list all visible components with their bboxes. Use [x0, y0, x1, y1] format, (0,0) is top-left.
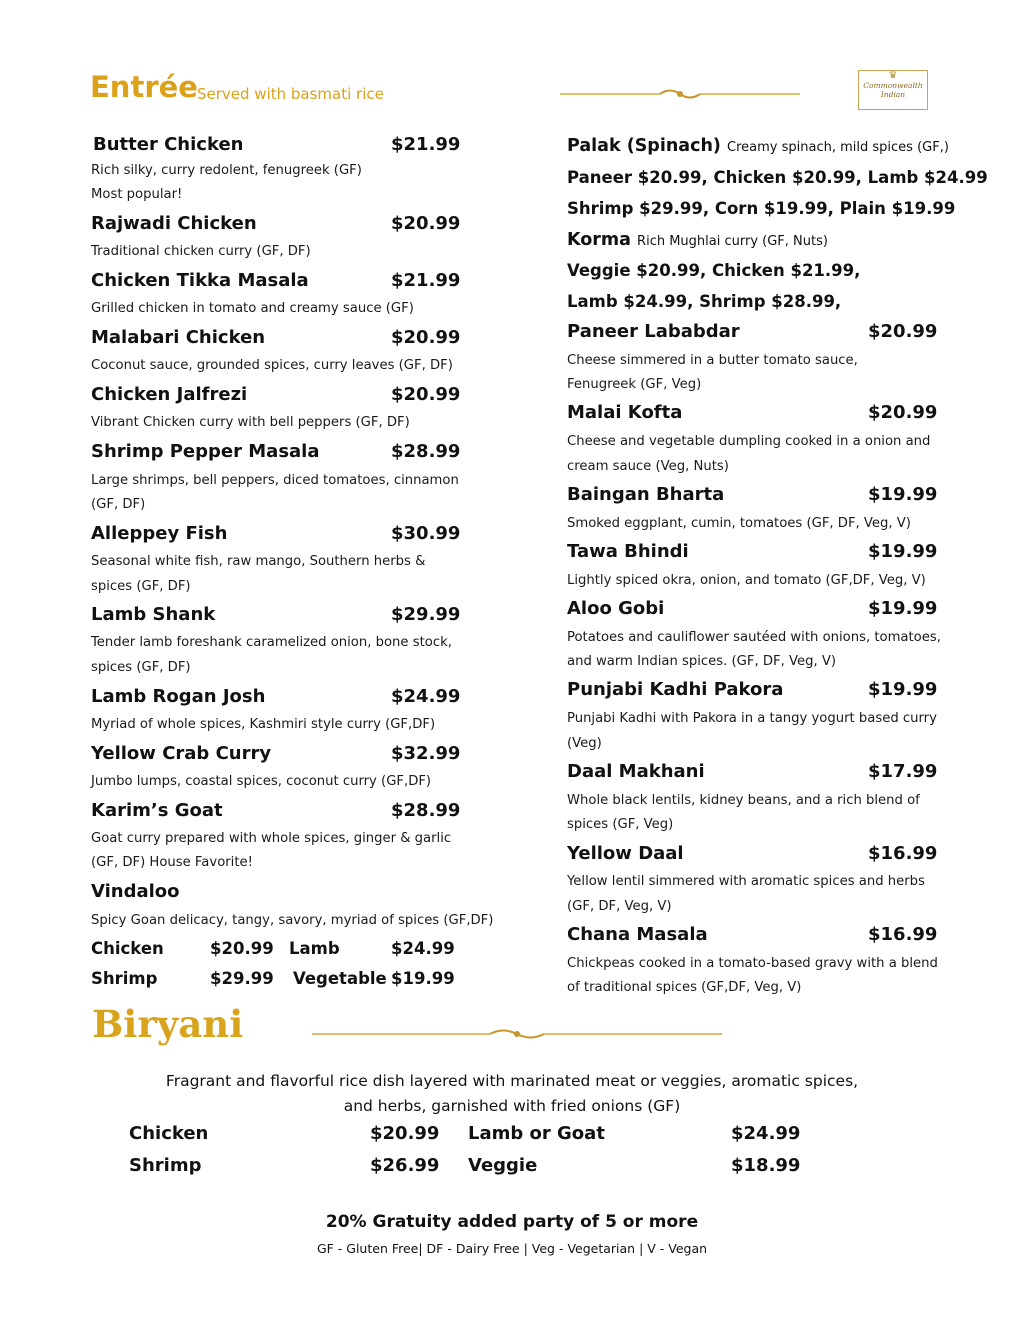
item-karims-goat-name: Karim’s Goat	[91, 800, 223, 821]
palak-prices-1: Paneer $20.99, Chicken $20.99, Lamb $24.99	[567, 168, 988, 187]
item-aloo-gobi-desc-2: and warm Indian spices. (GF, DF, Veg, V)	[567, 654, 837, 669]
header-ornament	[560, 86, 800, 102]
korma-name: Korma	[567, 230, 631, 250]
item-malai-kofta-name: Malai Kofta	[567, 402, 683, 423]
palak-line	[567, 136, 949, 156]
item-alleppey-fish-name: Alleppey Fish	[91, 523, 228, 544]
item-yellow-daal-name: Yellow Daal	[567, 843, 684, 864]
item-lamb-rogan-josh-desc: Myriad of whole spices, Kashmiri style curry (GF,DF)	[91, 717, 436, 732]
biryani-desc-2: and herbs, garnished with fried onions (GF)	[343, 1097, 681, 1115]
korma-prices-2: Lamb $24.99, Shrimp $28.99,	[567, 292, 842, 311]
item-punjabi-kadhi-pakora-name: Punjabi Kadhi Pakora	[567, 679, 784, 700]
item-karims-goat-price: $28.99	[391, 800, 461, 821]
item-yellow-daal-price: $16.99	[868, 843, 938, 864]
vindaloo-lamb-label: Lamb	[289, 939, 340, 958]
item-chana-masala-desc: Chickpeas cooked in a tomato-based gravy with a blend	[567, 956, 938, 971]
item-alleppey-fish-desc: Seasonal white fish, raw mango, Southern herbs &	[91, 554, 426, 569]
gratuity-note: 20% Gratuity added party of 5 or more	[325, 1212, 699, 1232]
korma-desc: Rich Mughlai curry (GF, Nuts)	[637, 234, 828, 249]
item-lamb-shank-price: $29.99	[391, 604, 461, 625]
vindaloo-chicken-label: Chicken	[91, 939, 164, 958]
item-baingan-bharta-name: Baingan Bharta	[567, 484, 725, 505]
item-alleppey-fish-price: $30.99	[391, 523, 461, 544]
vindaloo-lamb-price: $24.99	[391, 939, 455, 958]
item-rajwadi-chicken-desc: Traditional chicken curry (GF, DF)	[91, 244, 311, 259]
item-chicken-tikka-desc: Grilled chicken in tomato and creamy sauce (GF)	[91, 301, 414, 316]
item-shrimp-pepper-masala-desc-2: (GF, DF)	[91, 497, 146, 512]
logo-line-1: Commonwealth	[863, 81, 923, 90]
item-paneer-lababdar-desc: Cheese simmered in a butter tomato sauce,	[567, 353, 858, 368]
item-lamb-shank-name: Lamb Shank	[91, 604, 216, 625]
item-punjabi-kadhi-pakora-desc: Punjabi Kadhi with Pakora in a tangy yogurt based curry	[567, 711, 937, 726]
biryani-veggie-price: $18.99	[731, 1155, 801, 1176]
item-yellow-daal-desc: Yellow lentil simmered with aromatic spices and herbs	[567, 874, 925, 889]
item-malabari-chicken-name: Malabari Chicken	[91, 327, 266, 348]
entree-subtitle: Served with basmati rice	[197, 85, 384, 103]
item-yellow-daal-desc-2: (GF, DF, Veg, V)	[567, 899, 672, 914]
logo	[858, 70, 928, 110]
biryani-ornament	[312, 1026, 722, 1042]
vindaloo-shrimp-label: Shrimp	[91, 969, 158, 988]
item-karims-goat-desc-2: (GF, DF) House Favorite!	[91, 855, 253, 870]
biryani-title: Biryani	[92, 1002, 244, 1046]
biryani-desc-1: Fragrant and flavorful rice dish layered with marinated meat or veggies, aromatic spices,	[165, 1072, 859, 1090]
vindaloo-chicken-price: $20.99	[210, 939, 274, 958]
item-vindaloo-desc: Spicy Goan delicacy, tangy, savory, myriad of spices (GF,DF)	[91, 913, 494, 928]
item-butter-chicken-desc-2: Most popular!	[91, 187, 183, 202]
item-malai-kofta-price: $20.99	[868, 402, 938, 423]
item-tawa-bhindi-price: $19.99	[868, 541, 938, 562]
biryani-chicken-label: Chicken	[129, 1123, 209, 1144]
palak-prices-2: Shrimp $29.99, Corn $19.99, Plain $19.99	[567, 199, 956, 218]
item-yellow-crab-curry-price: $32.99	[391, 743, 461, 764]
item-butter-chicken-name: Butter Chicken	[93, 134, 244, 155]
item-chicken-jalfrezi-price: $20.99	[391, 384, 461, 405]
item-shrimp-pepper-masala-desc: Large shrimps, bell peppers, diced tomatoes, cinnamon	[91, 473, 459, 488]
item-chicken-jalfrezi-desc: Vibrant Chicken curry with bell peppers (GF, DF)	[91, 415, 410, 430]
biryani-lamb-goat-price: $24.99	[731, 1123, 801, 1144]
item-punjabi-kadhi-pakora-price: $19.99	[868, 679, 938, 700]
item-alleppey-fish-desc-2: spices (GF, DF)	[91, 579, 191, 594]
item-daal-makhani-name: Daal Makhani	[567, 761, 705, 782]
biryani-veggie-label: Veggie	[468, 1155, 538, 1176]
item-lamb-rogan-josh-price: $24.99	[391, 686, 461, 707]
item-yellow-crab-curry-desc: Jumbo lumps, coastal spices, coconut curry (GF,DF)	[91, 774, 432, 789]
biryani-chicken-price: $20.99	[370, 1123, 440, 1144]
vindaloo-shrimp-price: $29.99	[210, 969, 274, 988]
logo-line-2: Indian	[880, 90, 906, 99]
item-butter-chicken-price: $21.99	[391, 134, 461, 155]
palak-name: Palak (Spinach)	[567, 136, 721, 156]
item-paneer-lababdar-price: $20.99	[868, 321, 938, 342]
biryani-shrimp-label: Shrimp	[129, 1155, 202, 1176]
item-vindaloo-name: Vindaloo	[91, 881, 180, 902]
item-daal-makhani-price: $17.99	[868, 761, 938, 782]
item-malabari-chicken-desc: Coconut sauce, grounded spices, curry leaves (GF, DF)	[91, 358, 453, 373]
item-karims-goat-desc: Goat curry prepared with whole spices, ginger & garlic	[91, 831, 452, 846]
vindaloo-vegetable-price: $19.99	[391, 969, 455, 988]
item-aloo-gobi-price: $19.99	[868, 598, 938, 619]
korma-line	[567, 230, 828, 250]
palak-desc: Creamy spinach, mild spices (GF,)	[727, 140, 949, 155]
item-daal-makhani-desc-2: spices (GF, Veg)	[567, 817, 674, 832]
item-shrimp-pepper-masala-price: $28.99	[391, 441, 461, 462]
crown-icon: ♛	[888, 70, 898, 81]
item-rajwadi-chicken-name: Rajwadi Chicken	[91, 213, 257, 234]
item-chicken-jalfrezi-name: Chicken Jalfrezi	[91, 384, 248, 405]
item-rajwadi-chicken-price: $20.99	[391, 213, 461, 234]
entree-title: Entrée	[90, 70, 198, 104]
item-aloo-gobi-desc: Potatoes and cauliflower sautéed with onions, tomatoes,	[567, 630, 941, 645]
item-paneer-lababdar-desc-2: Fenugreek (GF, Veg)	[567, 377, 702, 392]
diet-legend: GF - Gluten Free| DF - Dairy Free | Veg - Vegetarian | V - Vegan	[316, 1241, 708, 1256]
item-chana-masala-name: Chana Masala	[567, 924, 708, 945]
item-yellow-crab-curry-name: Yellow Crab Curry	[91, 743, 272, 764]
item-malai-kofta-desc: Cheese and vegetable dumpling cooked in a onion and	[567, 434, 931, 449]
korma-prices-1: Veggie $20.99, Chicken $21.99,	[567, 261, 861, 280]
item-baingan-bharta-price: $19.99	[868, 484, 938, 505]
item-punjabi-kadhi-pakora-desc-2: (Veg)	[567, 736, 602, 751]
item-aloo-gobi-name: Aloo Gobi	[567, 598, 665, 619]
vindaloo-vegetable-label: Vegetable	[293, 969, 387, 988]
item-malabari-chicken-price: $20.99	[391, 327, 461, 348]
item-tawa-bhindi-name: Tawa Bhindi	[567, 541, 689, 562]
item-lamb-shank-desc-2: spices (GF, DF)	[91, 660, 191, 675]
item-malai-kofta-desc-2: cream sauce (Veg, Nuts)	[567, 459, 729, 474]
item-chana-masala-price: $16.99	[868, 924, 938, 945]
item-baingan-bharta-desc: Smoked eggplant, cumin, tomatoes (GF, DF, Veg, V)	[567, 516, 911, 531]
biryani-shrimp-price: $26.99	[370, 1155, 440, 1176]
item-chicken-tikka-price: $21.99	[391, 270, 461, 291]
item-shrimp-pepper-masala-name: Shrimp Pepper Masala	[91, 441, 320, 462]
item-chana-masala-desc-2: of traditional spices (GF,DF, Veg, V)	[567, 980, 802, 995]
item-tawa-bhindi-desc: Lightly spiced okra, onion, and tomato (GF,DF, Veg, V)	[567, 573, 926, 588]
item-daal-makhani-desc: Whole black lentils, kidney beans, and a rich blend of	[567, 793, 920, 808]
item-lamb-shank-desc: Tender lamb foreshank caramelized onion, bone stock,	[91, 635, 452, 650]
item-lamb-rogan-josh-name: Lamb Rogan Josh	[91, 686, 266, 707]
biryani-lamb-goat-label: Lamb or Goat	[468, 1123, 605, 1144]
item-paneer-lababdar-name: Paneer Lababdar	[567, 321, 740, 342]
item-chicken-tikka-name: Chicken Tikka Masala	[91, 270, 309, 291]
item-butter-chicken-desc: Rich silky, curry redolent, fenugreek (GF)	[91, 163, 362, 178]
